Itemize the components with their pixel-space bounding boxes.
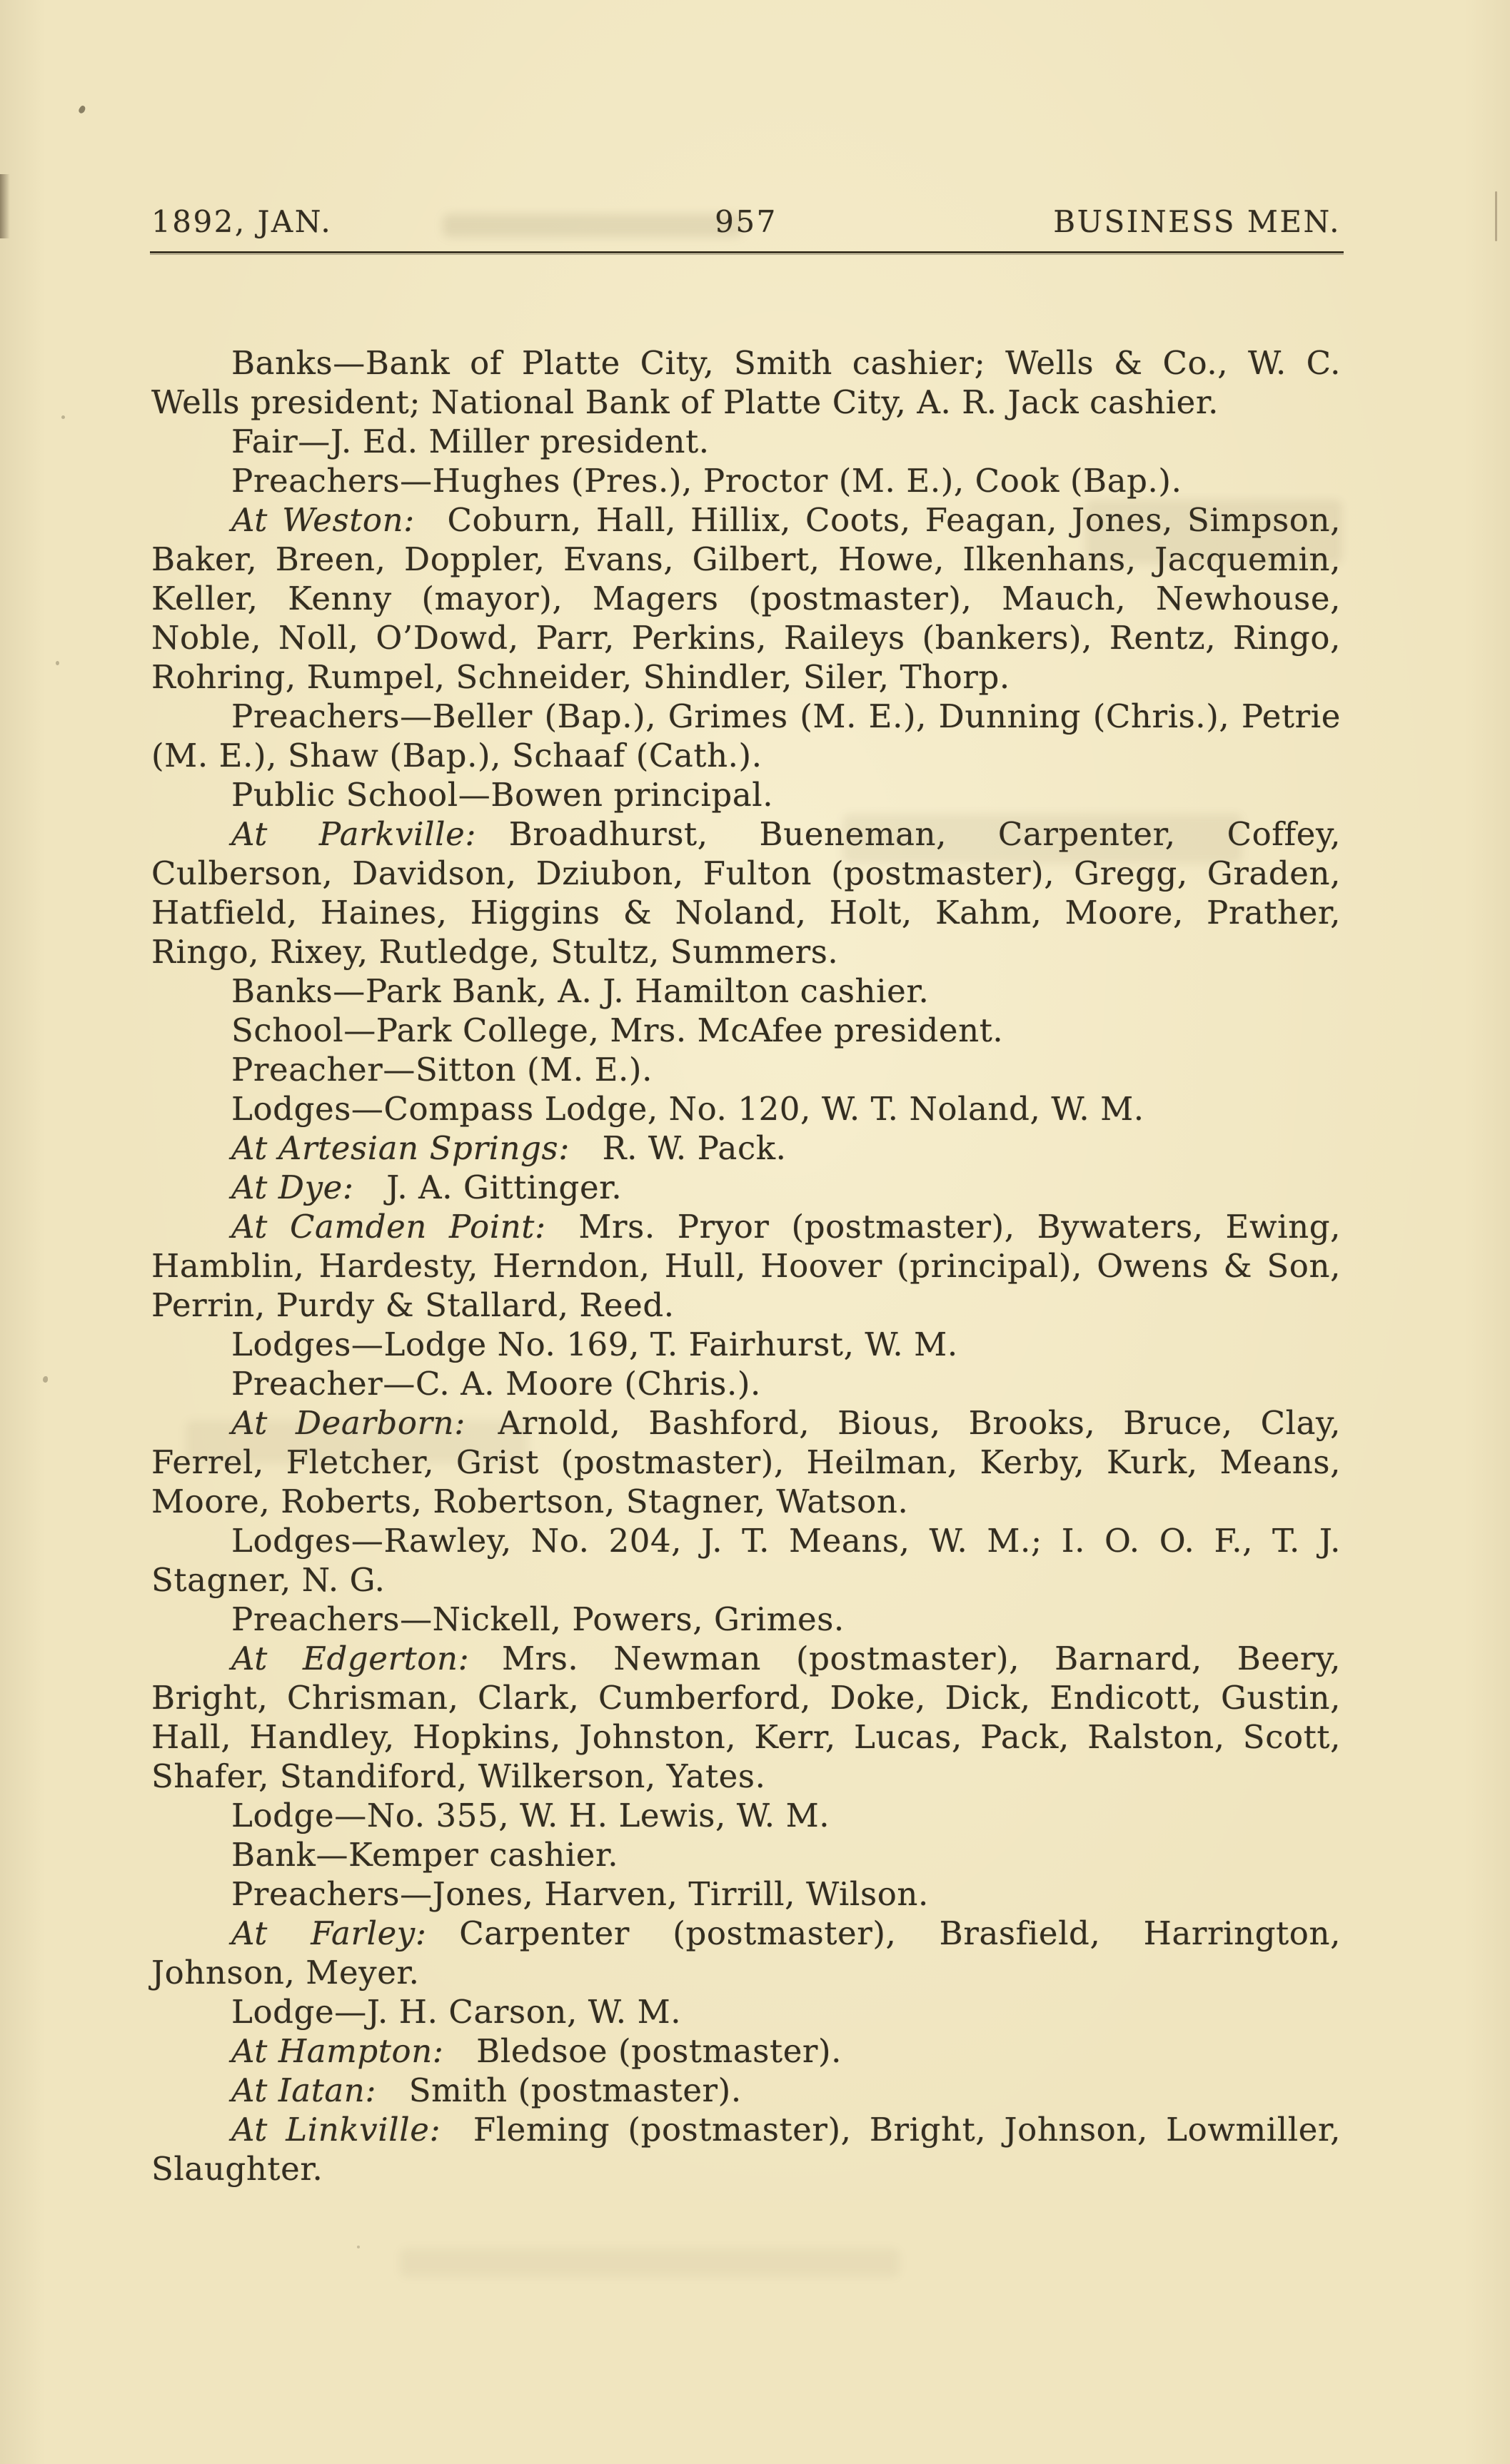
paragraph [151, 2110, 1341, 2188]
paragraph [151, 1050, 1341, 1089]
paragraph [151, 814, 1341, 971]
paragraph-text: Coburn, Hall, Hillix, Coots, Feagan, Jones, Simpson, Baker, Breen, Doppler, Evans, Gilbert, Howe, Ilkenhans, Jacquemin, Keller, Kenny (mayor), Magers (postmaster), Mauch, Newhouse, Noble, Noll, O’Dowd, Parr, Perkins, Raileys (bankers), Rentz, Ringo, Rohring, Rumpel, Schneider, Shindler, Siler, Thorp. [151, 501, 1341, 696]
paragraph [151, 461, 1341, 500]
paragraph [151, 2031, 1341, 2071]
paragraph-text: Banks—Bank of Platte City, Smith cashier; Wells & Co., W. C. Wells president; National Bank of Platte City, A. R. Jack cashier. [151, 344, 1341, 421]
page-speck [43, 1376, 48, 1383]
paragraph [151, 1796, 1341, 1835]
paragraph [151, 343, 1341, 422]
paragraph [151, 1403, 1341, 1521]
paragraph [151, 422, 1341, 461]
paragraph [151, 1600, 1341, 1639]
paragraph-text: Arnold, Bashford, Bious, Brooks, Bruce, Clay, Ferrel, Fletcher, Grist (postmaster), Heilman, Kerby, Kurk, Means, Moore, Roberts, Robertson, Stagner, Watson. [151, 1404, 1341, 1520]
paragraph [151, 775, 1341, 814]
page-speck [61, 415, 65, 419]
place-label: At Edgerton: [231, 1640, 470, 1677]
paragraph [151, 1364, 1341, 1403]
header-page-number: 957 [715, 204, 777, 239]
paragraph-text: Preacher—Sitton (M. E.). [231, 1051, 653, 1089]
place-label: At Linkville: [231, 2111, 441, 2149]
paragraph-text: Lodges—Compass Lodge, No. 120, W. T. Noland, W. M. [231, 1090, 1144, 1128]
paragraph [151, 500, 1341, 697]
place-label: At Weston: [231, 501, 415, 539]
page-speck [78, 105, 87, 115]
place-label: At Iatan: [231, 2071, 377, 2109]
page-speck [357, 2246, 360, 2248]
paragraph-text: Bank—Kemper cashier. [231, 1836, 619, 1874]
paragraph-text: Carpenter (postmaster), Brasfield, Harrington, Johnson, Meyer. [151, 1914, 1341, 1991]
header-rule [150, 251, 1344, 256]
paragraph-text: Smith (postmaster). [376, 2071, 742, 2109]
place-label: At Farley: [231, 1914, 427, 1952]
show-through-smudge [400, 2248, 900, 2277]
paragraph-text: Lodge—No. 355, W. H. Lewis, W. M. [231, 1797, 830, 1834]
paragraph-text: Lodges—Rawley, No. 204, J. T. Means, W. M.; I. O. O. F., T. J. Stagner, N. G. [151, 1522, 1341, 1599]
paragraph-text: Preacher—C. A. Moore (Chris.). [231, 1365, 761, 1403]
paragraph-text: Mrs. Newman (postmaster), Barnard, Beery, Bright, Chrisman, Clark, Cumberford, Doke, Dick, Endicott, Gustin, Hall, Handley, Hopkins, Johnston, Kerr, Lucas, Pack, Ralston, Scott, Shafer, Standiford, Wilkerson, Yates. [151, 1640, 1341, 1795]
paragraph-text: Public School—Bowen principal. [231, 776, 774, 814]
place-label: At Parkville: [231, 815, 477, 853]
paragraph-text: Bledsoe (postmaster). [443, 2032, 842, 2070]
paragraph [151, 1874, 1341, 1914]
page-edge-shadow [0, 174, 10, 238]
paragraph [151, 1207, 1341, 1325]
paragraph-text: Preachers—Jones, Harven, Tirrill, Wilson. [231, 1875, 929, 1913]
paragraph-text: Preachers—Nickell, Powers, Grimes. [231, 1600, 845, 1638]
paragraph-text: J. A. Gittinger. [353, 1168, 623, 1206]
paragraph-text: Fair—J. Ed. Miller president. [231, 423, 710, 460]
paragraph-text: Broadhurst, Bueneman, Carpenter, Coffey, Culberson, Davidson, Dziubon, Fulton (postmaster), Gregg, Graden, Hatfield, Haines, Higgins & Noland, Holt, Kahm, Moore, Prather, Ringo, Rixey, Rutledge, Stultz, Summers. [151, 815, 1341, 971]
page-speck [56, 661, 59, 665]
paragraph [151, 1835, 1341, 1874]
paragraph [151, 1325, 1341, 1364]
paragraph [151, 1011, 1341, 1050]
page-header [151, 204, 1341, 239]
paragraph-text: Fleming (postmaster), Bright, Johnson, Lowmiller, Slaughter. [151, 2111, 1342, 2188]
paragraph [151, 1992, 1341, 2031]
paragraph [151, 1168, 1341, 1207]
place-label: At Hampton: [231, 2032, 444, 2070]
paragraph-text: R. W. Pack. [570, 1129, 787, 1167]
place-label: At Artesian Springs: [231, 1129, 570, 1167]
paragraph [151, 1639, 1341, 1796]
paragraph-text: School—Park College, Mrs. McAfee president. [231, 1011, 1004, 1049]
paragraph [151, 1521, 1341, 1600]
header-title: BUSINESS MEN. [1053, 204, 1341, 239]
place-label: At Dye: [231, 1168, 354, 1206]
paragraph [151, 2071, 1341, 2110]
paragraph-text: Preachers—Hughes (Pres.), Proctor (M. E.), Cook (Bap.). [231, 462, 1182, 500]
place-label: At Camden Point: [231, 1208, 546, 1246]
paragraph [151, 697, 1341, 775]
paragraph-text: Banks—Park Bank, A. J. Hamilton cashier. [231, 972, 930, 1010]
body-text [151, 343, 1341, 2188]
paragraph [151, 1914, 1341, 1992]
header-date: 1892, JAN. [151, 204, 333, 239]
place-label: At Dearborn: [231, 1404, 465, 1442]
paragraph [151, 1089, 1341, 1129]
paragraph-text: Mrs. Pryor (postmaster), Bywaters, Ewing, Hamblin, Hardesty, Herndon, Hull, Hoover (principal), Owens & Son, Perrin, Purdy & Stallard, Reed. [151, 1208, 1342, 1324]
paragraph [151, 1129, 1341, 1168]
scan-edge-artifact [1495, 191, 1497, 241]
paragraph-text: Lodge—J. H. Carson, W. M. [231, 1993, 682, 2031]
paragraph-text: Lodges—Lodge No. 169, T. Fairhurst, W. M. [231, 1326, 958, 1363]
paragraph [151, 971, 1341, 1011]
paragraph-text: Preachers—Beller (Bap.), Grimes (M. E.), Dunning (Chris.), Petrie (M. E.), Shaw (Bap.), Schaaf (Cath.). [151, 697, 1341, 774]
